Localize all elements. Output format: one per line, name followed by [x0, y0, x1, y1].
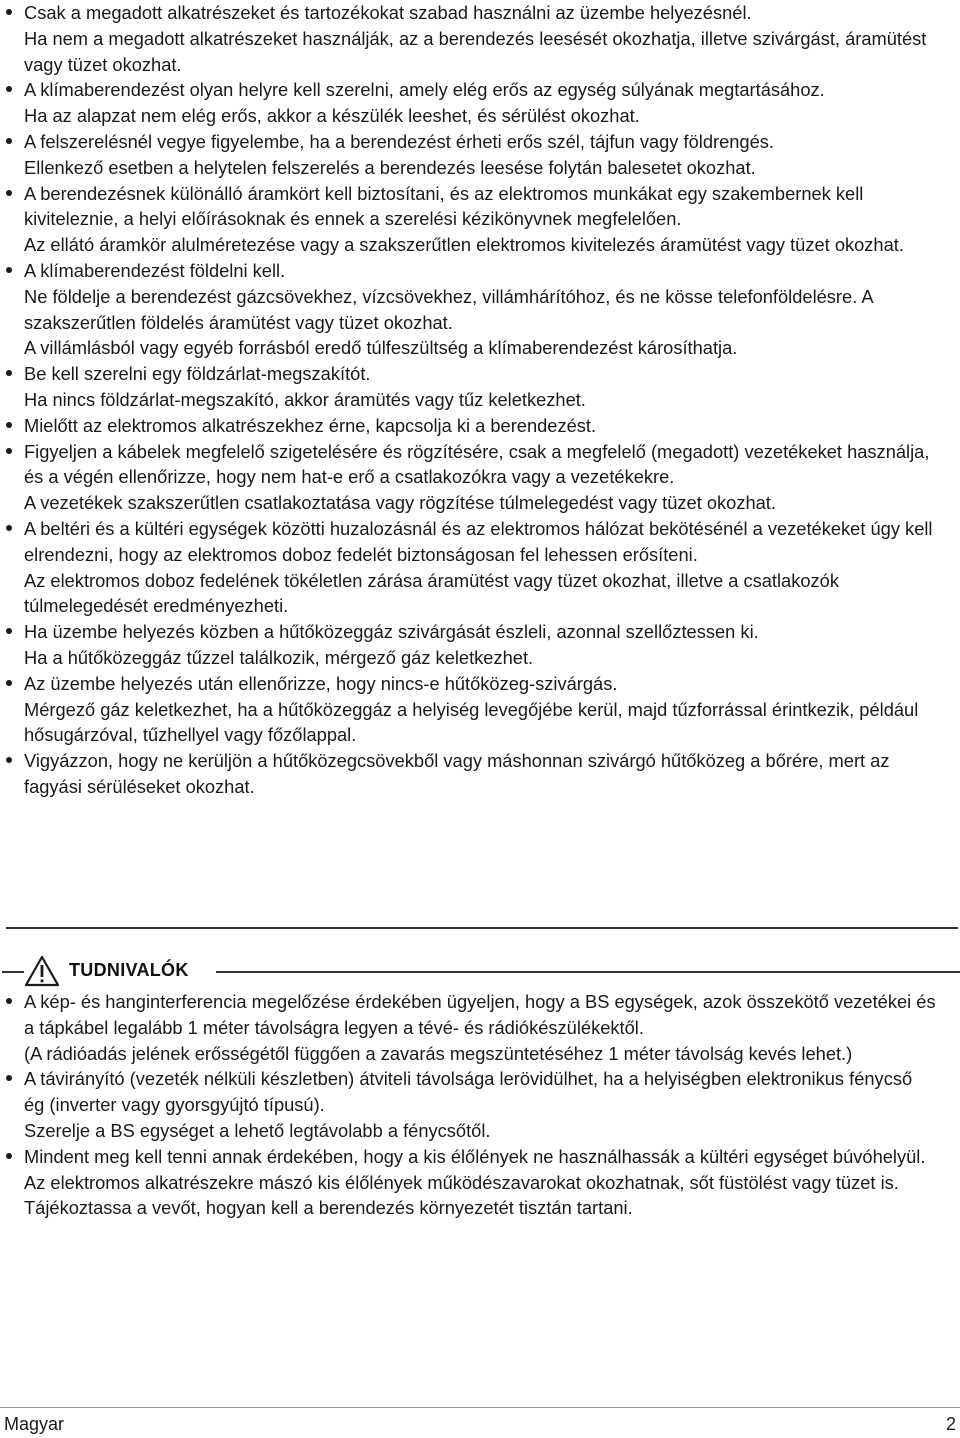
paragraph: Mindent meg kell tenni annak érdekében, hogy a kis élőlények ne használhassák a kültéri egységet búvóhelyül.: [24, 1145, 926, 1167]
paragraph: Figyeljen a kábelek megfelelő szigetelésére és rögzítésére, csak a megfelelő (megadott) vezetékeket használja, és a végén ellenőrizze, hogy nem hat-e erő a csatlakozókra vagy a vezetékekre.: [24, 440, 930, 488]
footer-language: Magyar: [4, 1414, 65, 1434]
list-item: [0, 671, 960, 748]
bullet-icon: [6, 525, 12, 531]
bullet-icon: [6, 448, 12, 454]
bullet-icon: [6, 190, 12, 196]
bullet-icon: [6, 9, 12, 15]
paragraph: A villámlásból vagy egyéb forrásból eredő túlfeszültség a klímaberendezést károsíthatja.: [24, 337, 738, 359]
bullet-icon: [6, 628, 12, 634]
bullet-icon: [6, 757, 12, 763]
list-item: [0, 413, 960, 439]
paragraph: Szerelje a BS egységet a lehető legtávolabb a fénycsőtől.: [24, 1119, 491, 1141]
paragraph: Az üzembe helyezés után ellenőrizze, hogy nincs-e hűtőközeg-szivárgás.: [24, 672, 618, 694]
paragraph: Mérgező gáz keletkezhet, ha a hűtőközeggáz a helyiség levegőjébe kerül, majd tűzforrással érintkezik, például hősugárzóval, tűzhellyel vagy főzőlappal.: [24, 698, 919, 746]
paragraph: Vigyázzon, hogy ne kerüljön a hűtőközegcsövekből vagy máshonnan szivárgó hűtőközeg a bőrére, mert az fagyási sérüléseket okozhat.: [24, 750, 890, 797]
paragraph: Ha a hűtőközeggáz tűzzel találkozik, mérgező gáz keletkezhet.: [24, 646, 534, 668]
bullet-icon: [6, 998, 12, 1004]
paragraph: Be kell szerelni egy földzárlat-megszakítót.: [24, 363, 371, 385]
header-rule-left: [2, 971, 24, 973]
notice-header: [0, 954, 960, 990]
paragraph: Ha nem a megadott alkatrészeket használják, az a berendezés leesését okozhatja, illetve szivárgást, áramütést vagy tüzet okozhat.: [24, 27, 927, 75]
paragraph: Az elektromos doboz fedelének tökéletlen zárása áramütést vagy tüzet okozhat, illetve a csatlakozók túlmelegedését eredményezheti.: [24, 569, 839, 617]
paragraph: Ha nincs földzárlat-megszakító, akkor áramütés vagy tűz keletkezhet.: [24, 388, 586, 410]
paragraph: A berendezésnek különálló áramkört kell biztosítani, és az elektromos munkákat egy szakembernek kell kiviteleznie, a helyi előírásoknak és ennek a szerelési kézikönyvnek megfelelően.: [24, 182, 864, 230]
list-item: [0, 361, 960, 413]
warning-triangle-icon: [24, 955, 60, 987]
paragraph: A kép- és hanginterferencia megelőzése érdekében ügyeljen, hogy a BS egységek, azok összekötő vezetékei és a tápkábel legalább 1 méter távolságra legyen a tévé- és rádiókészülékektől.: [24, 991, 936, 1038]
bullet-icon: [6, 370, 12, 376]
paragraph: Az ellátó áramkör alulméretezése vagy a szakszerűtlen elektromos kivitelezés áramütést vagy tüzet okozhat.: [24, 234, 904, 256]
paragraph: Az elektromos alkatrészekre mászó kis élőlények működészavarokat okozhatnak, sőt füstölést vagy tüzet is. Tájékoztassa a vevőt, hogyan kell a berendezés környezetét tisztán tartani.: [24, 1171, 899, 1219]
list-item: [0, 989, 960, 1066]
list-item: [0, 181, 960, 258]
list-item: [0, 619, 960, 671]
paragraph: A beltéri és a kültéri egységek közötti huzalozásnál és az elektromos hálózat bekötésénél a vezetékeket úgy kell elrendezni, hogy az elektromos doboz fedelét biztonságosan fel lehessen erősíteni.: [24, 517, 933, 565]
list-item: [0, 439, 960, 516]
paragraph: (A rádióadás jelének erősségétől függően a zavarás megszüntetéséhez 1 méter távolság kevés lehet.): [24, 1042, 853, 1064]
notice-title: TUDNIVALÓK: [69, 960, 189, 980]
list-item: [0, 258, 960, 361]
paragraph: Ha üzembe helyezés közben a hűtőközeggáz szivárgását észleli, azonnal szellőztessen ki.: [24, 621, 759, 643]
bullet-icon: [6, 680, 12, 686]
paragraph: Ellenkező esetben a helytelen felszerelés a berendezés leesése folytán balesetet okozhat.: [24, 156, 756, 178]
list-item: [0, 129, 960, 181]
paragraph: Csak a megadott alkatrészeket és tartozékokat szabad használni az üzembe helyezésnél.: [24, 2, 752, 23]
bullet-icon: [6, 1153, 12, 1159]
paragraph: A vezetékek szakszerűtlen csatlakoztatása vagy rögzítése túlmelegedést vagy tüzet okozhat.: [24, 492, 776, 514]
list-item: [0, 1144, 960, 1221]
paragraph: A felszerelésnél vegye figyelembe, ha a berendezést érheti erős szél, tájfun vagy földrengés.: [24, 130, 774, 152]
list-item: [0, 0, 960, 77]
section-divider: [6, 927, 958, 929]
list-item: [0, 516, 960, 619]
list-item: [0, 77, 960, 129]
page-number: 2: [945, 1414, 956, 1434]
bullet-icon: [6, 267, 12, 273]
paragraph: A klímaberendezést földelni kell.: [24, 259, 286, 281]
header-rule-right: [216, 971, 960, 973]
bullet-icon: [6, 138, 12, 144]
paragraph: A távirányító (vezeték nélküli készletben) átviteli távolsága lerövidülhet, ha a helyiségben elektronikus fénycső ég (inverter vagy gyorsgyújtó típusú).: [24, 1068, 913, 1116]
bullet-icon: [6, 1075, 12, 1081]
list-item: [0, 748, 960, 800]
notice-items-list: [0, 989, 960, 1221]
paragraph: Ha az alapzat nem elég erős, akkor a készülék leeshet, és sérülést okozhat.: [24, 105, 640, 127]
bullet-icon: [6, 86, 12, 92]
footer-rule: [0, 1407, 960, 1408]
paragraph: Mielőtt az elektromos alkatrészekhez érne, kapcsolja ki a berendezést.: [24, 414, 597, 436]
paragraph: Ne földelje a berendezést gázcsövekhez, vízcsövekhez, villámhárítóhoz, és ne kösse telefonföldelésre. A szakszerűtlen földelés áramütést vagy tüzet okozhat.: [24, 285, 873, 333]
paragraph: A klímaberendezést olyan helyre kell szerelni, amely elég erős az egység súlyának megtartásához.: [24, 79, 825, 101]
list-item: [0, 1066, 960, 1143]
bullet-icon: [6, 422, 12, 428]
